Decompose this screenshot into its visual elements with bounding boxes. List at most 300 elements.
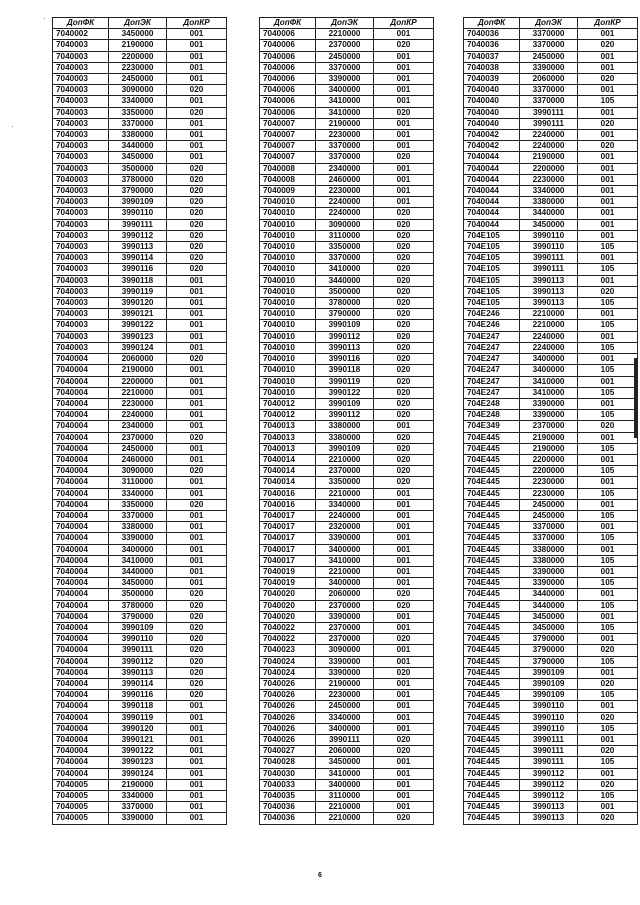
table-row [464, 421, 638, 432]
cell-dopfk: 704E247 [464, 331, 520, 342]
table-row [260, 611, 434, 622]
table-row [260, 802, 434, 813]
table-row [464, 320, 638, 331]
cell-dopkr: 020 [167, 197, 227, 208]
cell-dopek: 3780000 [109, 600, 167, 611]
cell-dopkr: 105 [578, 656, 638, 667]
cell-dopkr: 001 [167, 298, 227, 309]
cell-dopkr: 001 [374, 74, 434, 85]
cell-dopfk: 704E445 [464, 488, 520, 499]
table-row [260, 544, 434, 555]
cell-dopek: 2210000 [316, 29, 374, 40]
cell-dopek: 2240000 [520, 342, 578, 353]
cell-dopek: 3990112 [109, 656, 167, 667]
cell-dopfk: 7040003 [53, 62, 109, 73]
cell-dopfk: 7040017 [260, 533, 316, 544]
cell-dopfk: 704E445 [464, 735, 520, 746]
cell-dopkr: 020 [167, 174, 227, 185]
cell-dopkr: 001 [374, 522, 434, 533]
cell-dopfk: 7040033 [260, 779, 316, 790]
table-row [53, 365, 227, 376]
table-row [260, 354, 434, 365]
table-header-row [260, 18, 434, 29]
cell-dopek: 3370000 [520, 522, 578, 533]
cell-dopfk: 7040006 [260, 107, 316, 118]
cell-dopek: 2240000 [316, 510, 374, 521]
cell-dopek: 3450000 [520, 622, 578, 633]
cell-dopfk: 7040012 [260, 398, 316, 409]
cell-dopfk: 7040004 [53, 544, 109, 555]
cell-dopfk: 704E445 [464, 432, 520, 443]
cell-dopfk: 7040003 [53, 197, 109, 208]
table-row [260, 589, 434, 600]
cell-dopfk: 7040010 [260, 219, 316, 230]
table-row [53, 477, 227, 488]
cell-dopek: 3390000 [520, 566, 578, 577]
cell-dopfk: 7040036 [464, 29, 520, 40]
table-row [260, 555, 434, 566]
cell-dopfk: 7040028 [260, 757, 316, 768]
cell-dopkr: 001 [167, 130, 227, 141]
table-row [464, 286, 638, 297]
table-row [53, 275, 227, 286]
table-row [464, 443, 638, 454]
cell-dopkr: 001 [374, 29, 434, 40]
cell-dopfk: 7040003 [53, 74, 109, 85]
cell-dopkr: 020 [578, 74, 638, 85]
cell-dopfk: 7040010 [260, 342, 316, 353]
cell-dopkr: 020 [578, 746, 638, 757]
cell-dopfk: 7040004 [53, 454, 109, 465]
table-row [464, 723, 638, 734]
table-row [464, 130, 638, 141]
cell-dopfk: 704E445 [464, 701, 520, 712]
table-row [260, 499, 434, 510]
table-row [260, 578, 434, 589]
cell-dopkr: 001 [374, 645, 434, 656]
cell-dopek: 3990111 [316, 735, 374, 746]
table-row [53, 622, 227, 633]
cell-dopkr: 020 [374, 735, 434, 746]
cell-dopfk: 7040003 [53, 331, 109, 342]
cell-dopkr: 001 [578, 85, 638, 96]
cell-dopfk: 704E445 [464, 723, 520, 734]
cell-dopkr: 001 [578, 802, 638, 813]
table-row [260, 264, 434, 275]
cell-dopkr: 020 [167, 634, 227, 645]
cell-dopfk: 7040040 [464, 85, 520, 96]
cell-dopkr: 105 [578, 578, 638, 589]
cell-dopkr: 105 [578, 410, 638, 421]
cell-dopkr: 001 [167, 74, 227, 85]
table-row [260, 286, 434, 297]
table-row [260, 107, 434, 118]
cell-dopkr: 020 [578, 118, 638, 129]
cell-dopfk: 7040008 [260, 174, 316, 185]
cell-dopkr: 001 [578, 107, 638, 118]
cell-dopkr: 020 [374, 230, 434, 241]
cell-dopek: 3440000 [109, 566, 167, 577]
cell-dopfk: 7040004 [53, 510, 109, 521]
table-row [464, 242, 638, 253]
table-row [260, 275, 434, 286]
table-row [53, 600, 227, 611]
cell-dopfk: 7040003 [53, 208, 109, 219]
cell-dopfk: 704E445 [464, 589, 520, 600]
cell-dopfk: 704E445 [464, 477, 520, 488]
cell-dopfk: 7040004 [53, 443, 109, 454]
cell-dopkr: 001 [374, 779, 434, 790]
cell-dopek: 3990113 [520, 813, 578, 824]
cell-dopfk: 7040003 [53, 107, 109, 118]
table-row [464, 533, 638, 544]
table-row [464, 342, 638, 353]
cell-dopek: 3390000 [520, 398, 578, 409]
cell-dopkr: 001 [578, 186, 638, 197]
header-dopek: ДопЭК [109, 18, 167, 29]
table-row [53, 230, 227, 241]
cell-dopek: 3990118 [109, 275, 167, 286]
cell-dopek: 3990114 [109, 678, 167, 689]
cell-dopfk: 7040017 [260, 522, 316, 533]
cell-dopkr: 001 [374, 768, 434, 779]
cell-dopkr: 001 [167, 141, 227, 152]
cell-dopkr: 001 [167, 712, 227, 723]
cell-dopkr: 001 [374, 85, 434, 96]
cell-dopkr: 001 [167, 398, 227, 409]
cell-dopek: 2230000 [520, 477, 578, 488]
cell-dopkr: 020 [578, 40, 638, 51]
table-row [464, 768, 638, 779]
cell-dopkr: 020 [167, 667, 227, 678]
cell-dopkr: 001 [167, 342, 227, 353]
cell-dopkr: 001 [578, 611, 638, 622]
cell-dopfk: 7040004 [53, 365, 109, 376]
cell-dopfk: 7040004 [53, 522, 109, 533]
cell-dopek: 3370000 [316, 152, 374, 163]
table-row [260, 376, 434, 387]
cell-dopek: 3780000 [109, 174, 167, 185]
cell-dopek: 3370000 [109, 118, 167, 129]
cell-dopfk: 7040003 [53, 118, 109, 129]
table-row [53, 779, 227, 790]
cell-dopfk: 7040003 [53, 253, 109, 264]
table-row [260, 186, 434, 197]
cell-dopek: 3370000 [520, 96, 578, 107]
cell-dopkr: 001 [578, 354, 638, 365]
cell-dopfk: 7040004 [53, 768, 109, 779]
cell-dopek: 3990110 [520, 712, 578, 723]
cell-dopek: 2240000 [520, 141, 578, 152]
table-row [53, 320, 227, 331]
cell-dopfk: 7040010 [260, 354, 316, 365]
cell-dopek: 3370000 [520, 85, 578, 96]
cell-dopek: 3400000 [316, 85, 374, 96]
cell-dopfk: 7040004 [53, 555, 109, 566]
cell-dopek: 3990118 [109, 701, 167, 712]
cell-dopkr: 020 [578, 813, 638, 824]
table-row [464, 376, 638, 387]
cell-dopek: 2190000 [109, 365, 167, 376]
cell-dopfk: 7040024 [260, 667, 316, 678]
cell-dopek: 3400000 [520, 365, 578, 376]
cell-dopfk: 7040004 [53, 656, 109, 667]
cell-dopfk: 704E445 [464, 791, 520, 802]
table-row [464, 152, 638, 163]
table-row [260, 253, 434, 264]
cell-dopkr: 001 [167, 51, 227, 62]
cell-dopkr: 001 [578, 163, 638, 174]
cell-dopkr: 020 [578, 678, 638, 689]
cell-dopkr: 001 [374, 678, 434, 689]
cell-dopkr: 001 [167, 791, 227, 802]
cell-dopek: 3990111 [520, 757, 578, 768]
cell-dopek: 2060000 [316, 746, 374, 757]
cell-dopkr: 105 [578, 622, 638, 633]
table-row [260, 152, 434, 163]
cell-dopek: 3350000 [316, 477, 374, 488]
cell-dopkr: 105 [578, 791, 638, 802]
cell-dopkr: 001 [578, 130, 638, 141]
cell-dopek: 3990118 [316, 365, 374, 376]
table-row [464, 522, 638, 533]
cell-dopkr: 105 [578, 264, 638, 275]
header-dopfk: ДопФК [53, 18, 109, 29]
cell-dopfk: 7040004 [53, 398, 109, 409]
cell-dopkr: 001 [578, 29, 638, 40]
cell-dopkr: 001 [167, 477, 227, 488]
cell-dopfk: 7040008 [260, 163, 316, 174]
table-row [464, 197, 638, 208]
table-row [464, 29, 638, 40]
cell-dopkr: 001 [167, 62, 227, 73]
table-row [53, 454, 227, 465]
cell-dopkr: 020 [374, 634, 434, 645]
cell-dopkr: 001 [167, 410, 227, 421]
cell-dopek: 3440000 [520, 208, 578, 219]
cell-dopfk: 7040004 [53, 701, 109, 712]
cell-dopkr: 001 [578, 398, 638, 409]
cell-dopek: 3990113 [316, 342, 374, 353]
cell-dopkr: 020 [167, 611, 227, 622]
table-row [464, 712, 638, 723]
cell-dopfk: 7040019 [260, 578, 316, 589]
cell-dopek: 2210000 [520, 309, 578, 320]
cell-dopfk: 7040004 [53, 667, 109, 678]
cell-dopfk: 704E445 [464, 566, 520, 577]
cell-dopek: 3990116 [109, 264, 167, 275]
table-row [464, 589, 638, 600]
cell-dopkr: 001 [578, 522, 638, 533]
cell-dopkr: 001 [167, 421, 227, 432]
table-row [464, 141, 638, 152]
cell-dopkr: 001 [167, 533, 227, 544]
scan-speck: · [43, 14, 46, 23]
cell-dopkr: 001 [578, 230, 638, 241]
table-row [260, 163, 434, 174]
cell-dopfk: 704E247 [464, 354, 520, 365]
cell-dopfk: 7040010 [260, 387, 316, 398]
cell-dopfk: 7040042 [464, 141, 520, 152]
cell-dopek: 3410000 [520, 387, 578, 398]
cell-dopek: 3990110 [520, 230, 578, 241]
cell-dopek: 3350000 [109, 499, 167, 510]
table-row [464, 645, 638, 656]
cell-dopfk: 7040004 [53, 410, 109, 421]
table-row [260, 230, 434, 241]
table-row [260, 29, 434, 40]
cell-dopkr: 020 [167, 589, 227, 600]
page-number: 6 [318, 872, 322, 879]
table-row [260, 634, 434, 645]
cell-dopfk: 7040004 [53, 421, 109, 432]
table-row [53, 712, 227, 723]
table-row [464, 802, 638, 813]
table-row [464, 611, 638, 622]
cell-dopfk: 7040006 [260, 62, 316, 73]
cell-dopek: 3390000 [316, 611, 374, 622]
cell-dopkr: 001 [374, 62, 434, 73]
cell-dopek: 3990124 [109, 768, 167, 779]
table-row [53, 342, 227, 353]
cell-dopkr: 105 [578, 387, 638, 398]
cell-dopkr: 020 [374, 242, 434, 253]
table-row [53, 522, 227, 533]
cell-dopfk: 7040016 [260, 499, 316, 510]
cell-dopfk: 7040012 [260, 410, 316, 421]
cell-dopfk: 7040014 [260, 477, 316, 488]
cell-dopek: 3370000 [316, 62, 374, 73]
cell-dopek: 2370000 [316, 622, 374, 633]
table-row [260, 701, 434, 712]
cell-dopfk: 7040003 [53, 342, 109, 353]
cell-dopkr: 001 [374, 533, 434, 544]
cell-dopkr: 001 [167, 701, 227, 712]
cell-dopek: 3450000 [520, 219, 578, 230]
cell-dopek: 3790000 [520, 656, 578, 667]
cell-dopfk: 704E105 [464, 275, 520, 286]
table-row [464, 634, 638, 645]
cell-dopkr: 001 [167, 376, 227, 387]
table-row [464, 96, 638, 107]
cell-dopkr: 001 [578, 432, 638, 443]
cell-dopfk: 7040004 [53, 499, 109, 510]
cell-dopkr: 020 [167, 622, 227, 633]
table-row [464, 678, 638, 689]
cell-dopkr: 020 [374, 443, 434, 454]
cell-dopkr: 001 [167, 723, 227, 734]
cell-dopek: 3990113 [520, 275, 578, 286]
table-row [464, 331, 638, 342]
cell-dopek: 3390000 [109, 813, 167, 824]
cell-dopfk: 704E445 [464, 522, 520, 533]
cell-dopek: 2450000 [520, 499, 578, 510]
table-row [464, 656, 638, 667]
cell-dopek: 3990109 [316, 398, 374, 409]
table-row [260, 130, 434, 141]
table-row [464, 398, 638, 409]
table-row [464, 387, 638, 398]
cell-dopfk: 7040040 [464, 107, 520, 118]
cell-dopkr: 001 [374, 578, 434, 589]
table-row [260, 600, 434, 611]
table-row [53, 768, 227, 779]
cell-dopkr: 020 [578, 712, 638, 723]
cell-dopkr: 001 [167, 735, 227, 746]
table-row [464, 186, 638, 197]
table-row [464, 432, 638, 443]
cell-dopkr: 105 [578, 365, 638, 376]
table-row [53, 634, 227, 645]
cell-dopek: 3990120 [109, 723, 167, 734]
cell-dopek: 2230000 [520, 488, 578, 499]
cell-dopek: 3440000 [316, 275, 374, 286]
cell-dopkr: 020 [374, 331, 434, 342]
header-dopkr: ДопКР [167, 18, 227, 29]
cell-dopek: 3990114 [109, 253, 167, 264]
cell-dopfk: 704E349 [464, 421, 520, 432]
table-row [464, 264, 638, 275]
cell-dopek: 3990110 [520, 701, 578, 712]
cell-dopkr: 020 [167, 208, 227, 219]
cell-dopfk: 7040010 [260, 331, 316, 342]
cell-dopfk: 7040014 [260, 466, 316, 477]
cell-dopkr: 001 [578, 454, 638, 465]
cell-dopkr: 001 [167, 387, 227, 398]
cell-dopfk: 7040010 [260, 286, 316, 297]
header-dopkr: ДопКР [578, 18, 638, 29]
cell-dopkr: 001 [374, 656, 434, 667]
cell-dopek: 3090000 [316, 219, 374, 230]
cell-dopek: 3370000 [109, 510, 167, 521]
table-row [464, 275, 638, 286]
cell-dopfk: 7040013 [260, 432, 316, 443]
cell-dopek: 3410000 [316, 264, 374, 275]
cell-dopfk: 7040010 [260, 275, 316, 286]
table-row [464, 544, 638, 555]
cell-dopek: 2340000 [109, 421, 167, 432]
cell-dopkr: 001 [578, 634, 638, 645]
cell-dopek: 3350000 [109, 107, 167, 118]
cell-dopek: 3390000 [520, 62, 578, 73]
table-row [464, 51, 638, 62]
cell-dopfk: 7040006 [260, 51, 316, 62]
cell-dopfk: 7040002 [53, 29, 109, 40]
cell-dopfk: 7040003 [53, 264, 109, 275]
table-row [53, 421, 227, 432]
cell-dopkr: 001 [167, 746, 227, 757]
cell-dopfk: 704E445 [464, 712, 520, 723]
cell-dopek: 2370000 [316, 600, 374, 611]
table-row [53, 130, 227, 141]
cell-dopfk: 7040010 [260, 309, 316, 320]
cell-dopfk: 7040004 [53, 376, 109, 387]
cell-dopkr: 001 [167, 29, 227, 40]
cell-dopek: 3370000 [316, 253, 374, 264]
table-row [464, 701, 638, 712]
cell-dopek: 3370000 [520, 40, 578, 51]
cell-dopkr: 020 [374, 600, 434, 611]
cell-dopfk: 704E445 [464, 813, 520, 824]
cell-dopkr: 020 [374, 320, 434, 331]
table-row [260, 365, 434, 376]
cell-dopek: 3410000 [109, 555, 167, 566]
cell-dopek: 2450000 [109, 443, 167, 454]
table-row [260, 342, 434, 353]
cell-dopkr: 001 [578, 219, 638, 230]
table-row [260, 522, 434, 533]
cell-dopkr: 001 [578, 208, 638, 219]
